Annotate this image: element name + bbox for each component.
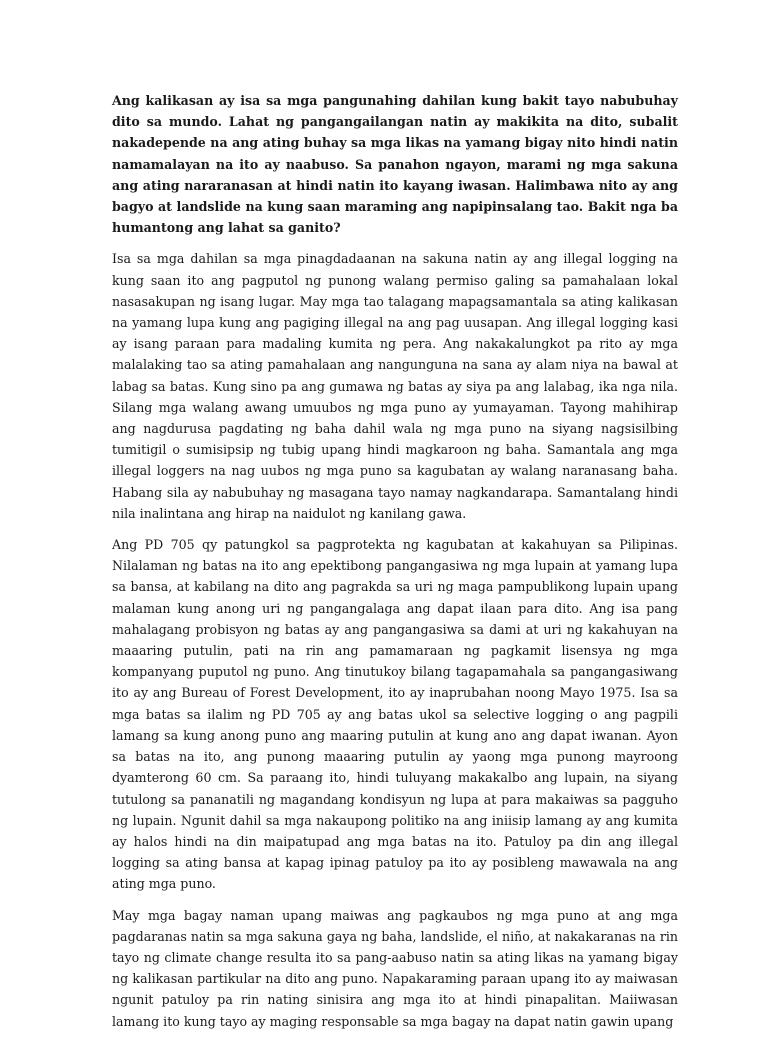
illegal-logging-paragraph: Isa sa mga dahilan sa mga pinagdadaanan na sakuna natin ay ang illegal logging na kung saan ito ang pagputol ng punong walang permiso galing sa pamahalaan lokal nasasakupan ng isang lugar. May mga tao talagang mapagsamantala sa ating kalikasan na yamang lupa kung ang pagiging illegal na ang pag uusapan. Ang illegal logging kasi ay isang paraan para madaling kumita ng pera. Ang nakakalungkot pa rito ay mga malalaking tao sa ating pamahalaan ang nangunguna na sana ay alam niya na bawal at labag sa batas. Kung sino pa ang gumawa ng batas ay siya pa ang lalabag, ika nga nila. Silang mga walang awang umuubos ng mga puno ay yumayaman. Tayong mahihirap ang nagdurusa pagdating ng baha dahil wala ng mga puno na siyang nagsisilbing tumitigil o sumisipsip ng tubig upang hindi magkaroon ng baha. Samantala ang mga illegal loggers na nag uubos ng mga puno sa kagubatan ay walang naranasang baha. Habang sila ay nabubuhay ng masagana tayo namay nagkandarapa. Samantalang hindi nila inalintana ang hirap na naidulot ng kanilang gawa.	[112, 251, 678, 521]
prevention-paragraph: May mga bagay naman upang maiwas ang pagkaubos ng mga puno at ang mga pagdaranas natin sa mga sakuna gaya ng baha, landslide, el niño, at nakakaranas na rin tayo ng climate change resulta ito sa pang-aabuso natin sa ating likas na yamang bigay ng kalikasan partikular na dito ang puno. Napakaraming paraan upang ito ay maiwasan ngunit patuloy pa rin nating sinisira ang mga ito at hindi pinapalitan. Maiiwasan lamang ito kung tayo ay maging responsable sa mga bagay na dapat natin gawin upang	[112, 907, 678, 1029]
intro-paragraph: Ang kalikasan ay isa sa mga pangunahing dahilan kung bakit tayo nabubuhay dito sa mundo. Lahat ng pangangailangan natin ay makikita na dito, subalit nakadepende na ang ating buhay sa mga likas na yamang bigay nito hindi natin namamalayan na ito ay naabuso. Sa panahon ngayon, marami ng mga sakuna ang ating nararanasan at hindi natin ito kayang iwasan. Halimbawa nito ay ang bagyo at landslide na kung saan maraming ang napipinsalang tao. Bakit nga ba humantong ang lahat sa ganito?	[112, 93, 678, 236]
pd-705-paragraph: Ang PD 705 qy patungkol sa pagprotekta ng kagubatan at kakahuyan sa Pilipinas. Nilalaman ng batas na ito ang epektibong pangangasiwa ng mga lupain at yamang lupa sa bansa, at kabilang na dito ang pagrakda sa uri ng maga pampublikong lupain upang malaman kung anong uri ng pangangalaga ang dapat ilaan para dito. Ang isa pang mahalagang probisyon ng batas ay ang pangangasiwa sa dami at uri ng kakahuyan na maaaring putulin, pati na rin ang pamamaraan ng pagkamit lisensya ng mga kompanyang puputol ng puno. Ang tinutukoy bilang tagapamahala sa pangangasiwang ito ay ang Bureau of Forest Development, ito ay inaprubahan noong Mayo 1975. Isa sa mga batas sa ilalim ng PD 705 ay ang batas ukol sa selective logging o ang pagpili lamang sa kung anong puno ang maaring putulin at kung ano ang dapat iwanan. Ayon sa batas na ito, ang punong maaaring putulin ay yaong mga punong mayroong dyamterong 60 cm. Sa paraang ito, hindi tuluyang makakalbo ang lupain, na siyang tutulong sa pananatili ng magandang kondisyun ng lupa at para makaiwas sa pagguho ng lupain. Ngunit dahil sa mga nakaupong politiko na ang iniisip lamang ay ang kumita ay halos hindi na din maipatupad ang mga batas na ito. Patuloy pa din ang illegal logging sa ating bansa at kapag ipinag patuloy pa ito ay posibleng mawawala na ang ating mga puno.	[112, 537, 678, 892]
document-page	[112, 90, 678, 1042]
